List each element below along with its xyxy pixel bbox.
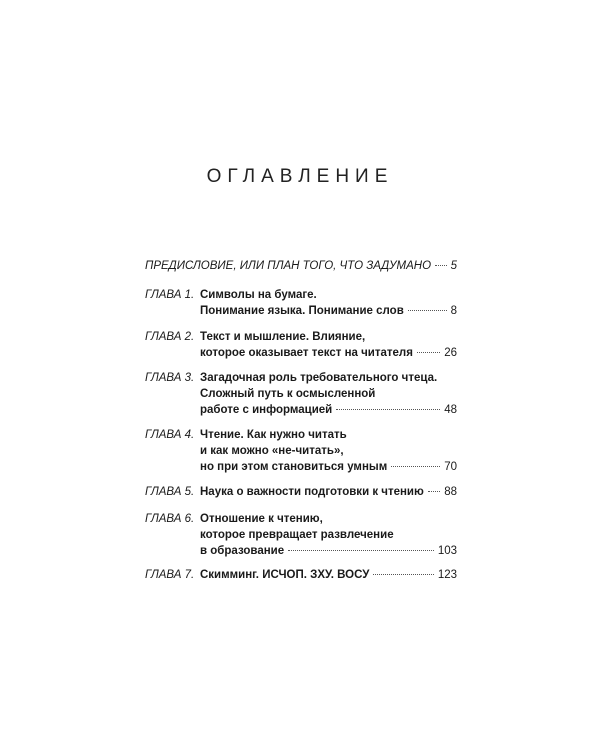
- toc-page-number: 5: [450, 260, 457, 272]
- chapter-title-line: [200, 287, 457, 303]
- chapter-title-text: Скимминг. ИСЧОП. ЗХУ. ВОСУ: [200, 569, 370, 581]
- chapter-title-text: и как можно «не-читать»,: [200, 445, 344, 457]
- chapter-title-text: работе с информацией: [200, 404, 333, 416]
- chapter-title-text: Понимание языка. Понимание слов: [200, 305, 404, 317]
- chapter-title-line: [200, 543, 457, 559]
- chapter-label: ГЛАВА 2.: [145, 331, 195, 343]
- toc-page-number: 103: [437, 545, 457, 557]
- toc-entry-chapter-6[interactable]: [145, 511, 457, 559]
- chapter-title-line: [200, 402, 457, 418]
- chapter-title-text: Текст и мышление. Влияние,: [200, 331, 366, 343]
- chapter-title-line: [200, 329, 457, 345]
- toc-entry-chapter-7[interactable]: [145, 567, 457, 583]
- chapter-label: ГЛАВА 4.: [145, 429, 195, 441]
- dot-leader: [391, 466, 440, 467]
- chapter-title-line: [200, 427, 457, 443]
- chapter-label: ГЛАВА 7.: [145, 569, 195, 581]
- chapter-title-line: [200, 303, 457, 319]
- dot-leader: [408, 310, 447, 311]
- chapter-title-line: [200, 527, 457, 543]
- chapter-title-text: которое оказывает текст на читателя: [200, 347, 413, 359]
- chapter-label: ГЛАВА 1.: [145, 289, 195, 301]
- chapter-title-line: [200, 443, 457, 459]
- chapter-title-line: [200, 370, 457, 386]
- chapter-title-line: [200, 459, 457, 475]
- chapter-title-text: в образование: [200, 545, 285, 557]
- toc-entry-chapter-5[interactable]: [145, 484, 457, 500]
- toc-page-number: 26: [444, 347, 457, 359]
- chapter-label: ГЛАВА 5.: [145, 486, 195, 498]
- toc-page-number: 48: [444, 404, 457, 416]
- dot-leader: [417, 352, 440, 353]
- toc-entry-chapter-4[interactable]: [145, 427, 457, 475]
- chapter-title-text: Чтение. Как нужно читать: [200, 429, 347, 441]
- chapter-title-text: Символы на бумаге.: [200, 289, 317, 301]
- toc-entry-text: ПРЕДИСЛОВИЕ, ИЛИ ПЛАН ТОГО, ЧТО ЗАДУМАНО: [145, 260, 432, 272]
- dot-leader: [373, 574, 433, 575]
- chapter-title-line: [200, 511, 457, 527]
- toc-page-number: 8: [450, 305, 457, 317]
- toc-entry-chapter-2[interactable]: [145, 329, 457, 361]
- dot-leader: [428, 491, 440, 492]
- chapter-title-line: [200, 484, 457, 500]
- chapter-label: ГЛАВА 3.: [145, 372, 195, 384]
- chapter-title-text: Наука о важности подготовки к чтению: [200, 486, 424, 498]
- dot-leader: [435, 265, 447, 266]
- toc-entry-chapter-1[interactable]: [145, 287, 457, 319]
- chapter-title-text: Загадочная роль требовательного чтеца.: [200, 372, 438, 384]
- dot-leader: [336, 409, 440, 410]
- toc-page-number: 88: [444, 486, 457, 498]
- chapter-title-text: Отношение к чтению,: [200, 513, 323, 525]
- chapter-title-text: Сложный путь к осмысленной: [200, 388, 376, 400]
- toc-entry-chapter-3[interactable]: [145, 370, 457, 418]
- dot-leader: [288, 550, 434, 551]
- page-title: ОГЛАВЛЕНИЕ: [206, 166, 394, 187]
- toc-page-number: 123: [437, 569, 457, 581]
- chapter-title-line: [200, 386, 457, 402]
- chapter-title-line: [200, 567, 457, 583]
- chapter-label: ГЛАВА 6.: [145, 513, 195, 525]
- chapter-title-line: [200, 345, 457, 361]
- toc-page-number: 70: [444, 461, 457, 473]
- chapter-title-text: но при этом становиться умным: [200, 461, 388, 473]
- chapter-title-text: которое превращает развлечение: [200, 529, 394, 541]
- toc-entry-preface[interactable]: [145, 258, 457, 274]
